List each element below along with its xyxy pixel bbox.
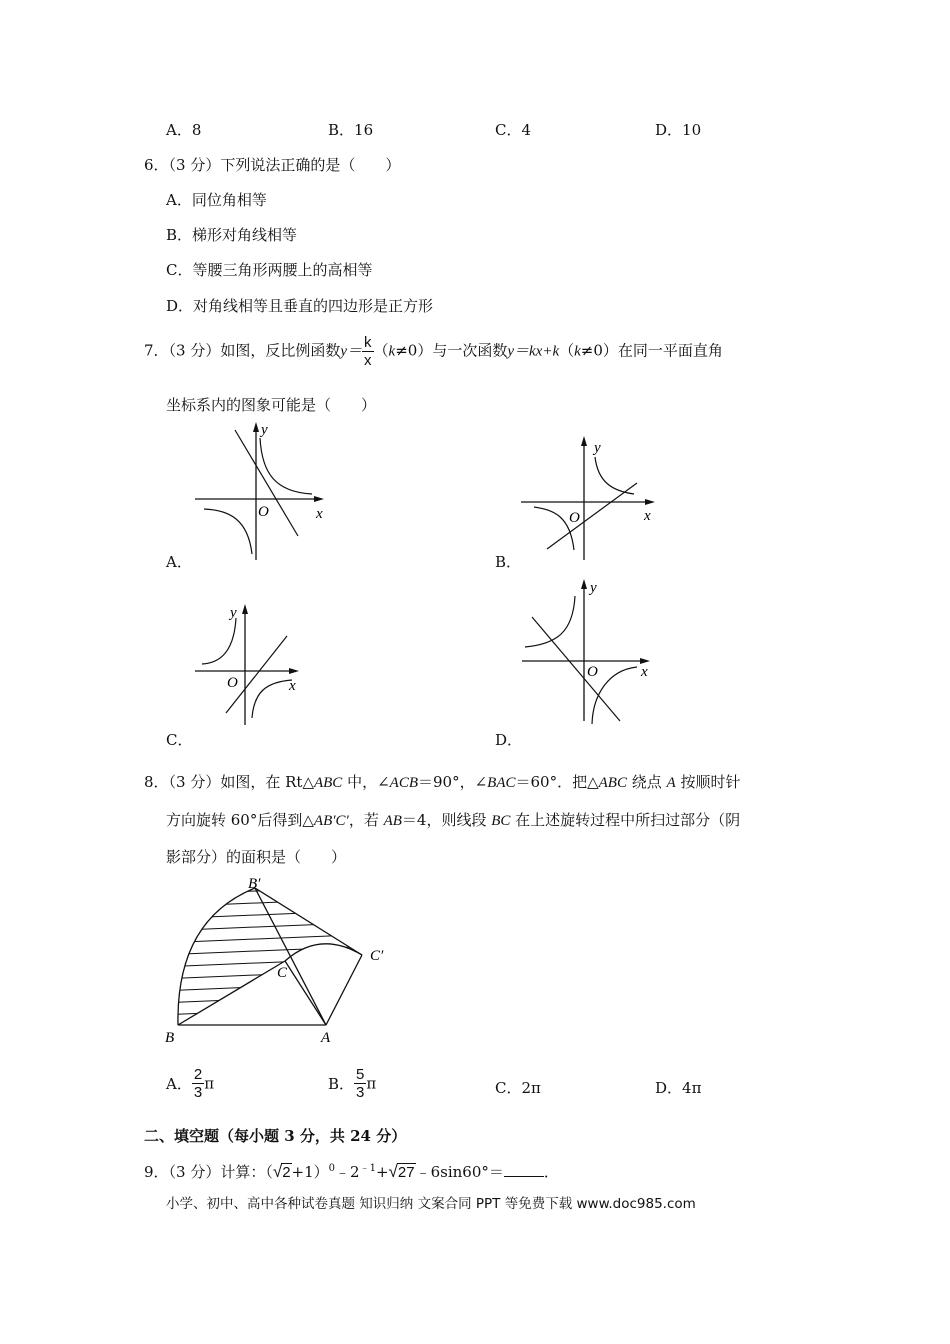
q7-option-a-label: A． [166,553,192,571]
q7-graph-d [517,574,662,726]
graph-c-origin-label: O [227,675,238,691]
graph-c-y-label: y [230,605,237,621]
q7-stem-line2: 坐标系内的图象可能是（ ） [166,396,377,414]
fig-label-b: B [165,1030,175,1046]
q8-option-c: C．2π [495,1079,541,1097]
fig-label-a: A [321,1030,331,1046]
graph-d-y-label: y [590,580,597,596]
q7-option-b-label: B． [495,553,522,571]
graph-d-origin-label: O [587,664,598,680]
q7-option-d-label: D． [495,731,523,749]
q8-stem-line1: 8．（3 分）如图，在 Rt△ABC 中，∠ACB＝90°，∠BAC＝60°．把△ABC 绕点 A 按顺时针 [144,773,741,791]
q5-option-b: B．16 [328,121,374,139]
q7-graph-b [516,432,666,564]
graph-b-x-label: x [644,508,651,524]
graph-b-y-label: y [594,440,601,456]
q7-graph-c [190,600,315,730]
q6-option-d: D．对角线相等且垂直的四边形是正方形 [166,297,434,315]
graph-b-origin-label: O [569,510,580,526]
q6-option-b: B．梯形对角线相等 [166,226,298,244]
q8-stem-line2: 方向旋转 60°后得到△AB′C′，若 AB＝4，则线段 BC 在上述旋转过程中所扫过部分（阴 [166,811,741,829]
q7-option-c-label: C． [166,731,193,749]
graph-d-x-label: x [641,664,648,680]
q7-graph-a [190,418,340,566]
q9-stem: 9．（3 分）计算：$(√2+1)^0﹣2^{﹣1}+√27﹣6\sin 60^\circ=$ ． [144,1162,559,1181]
fig-label-c: C [277,965,288,981]
section-2-title: 二、填空题（每小题 3 分，共 24 分） [144,1127,407,1145]
graph-a-y-label: y [261,422,268,438]
q9-answer-blank [504,1164,544,1177]
q8-stem-line3: 影部分）的面积是（ ） [166,848,347,866]
q7-stem: 7．（3 分）如图，反比例函数y＝ $\frac{k}{x}$ （k≠0）与一次函数y＝kx+k（k≠0）在同一平面直角 [144,334,723,369]
q8-option-a: A． $\frac{2}{3}$ π [166,1066,215,1101]
graph-c-x-label: x [289,678,296,694]
graph-a-x-label: x [316,506,323,522]
q6-stem: 6．（3 分）下列说法正确的是（ ） [144,156,401,174]
q5-option-d: D．10 [655,121,702,139]
q8-option-b: B． $\frac{5}{3}$ π [328,1066,377,1101]
q8-option-d: D．4π [655,1079,702,1097]
q6-option-c: C．等腰三角形两腰上的高相等 [166,261,373,279]
fig-label-b-prime: B′ [248,876,261,892]
q5-option-c: C．4 [495,121,532,139]
fig-label-c-prime: C′ [370,948,384,964]
q5-option-a: A．8 [166,121,202,139]
page-footer: 小学、初中、高中各种试卷真题 知识归纳 文案合同 PPT 等免费下载 www.doc985.com [166,1196,696,1212]
q7-fraction: $\frac{k}{x}$ [364,334,372,369]
graph-a-origin-label: O [258,504,269,520]
q8-rotation-figure [160,870,400,1050]
q6-option-a: A．同位角相等 [166,191,267,209]
